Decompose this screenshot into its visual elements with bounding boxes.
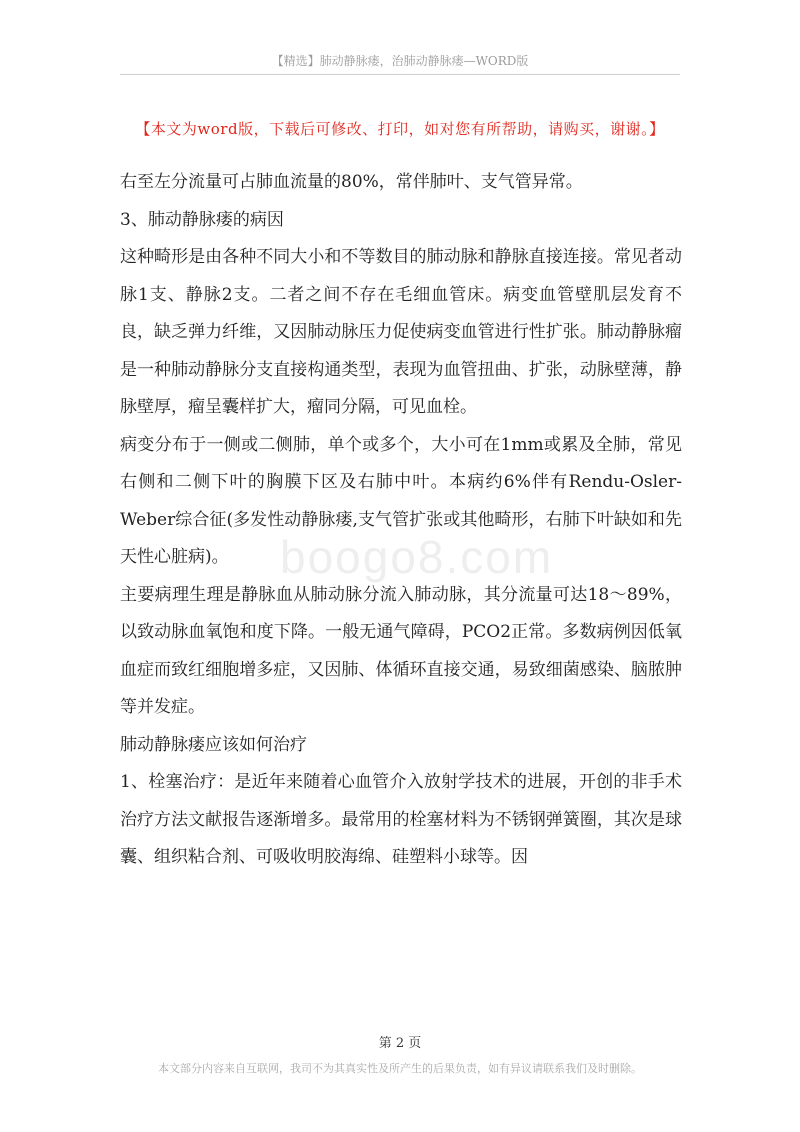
watermark: boogo8.com bbox=[280, 531, 554, 583]
paragraph: 这种畸形是由各种不同大小和不等数目的肺动脉和静脉直接连接。常见者动脉1支、静脉2支。二者之间不存在毛细血管床。病变血管壁肌层发育不良，缺乏弹力纤维，又因肺动脉压力促使病变血管进行性扩张。肺动静脉瘤是一种肺动静脉分支直接构通类型，表现为血管扭曲、扩张，动脉壁薄，静脉壁厚，瘤呈囊样扩大，瘤同分隔，可见血栓。 bbox=[120, 247, 682, 417]
paragraph: 病变分布于一侧或二侧肺，单个或多个，大小可在1mm或累及全肺，常见右侧和二侧下叶的胸膜下区及右肺中叶。本病约6%伴有Rendu-Osler-Weber综合征(多发性动静脉瘘,支气管扩张或其他畸形，右肺下叶缺如和先天性心脏病)。 bbox=[120, 434, 682, 567]
section-heading: 3、肺动静脉瘘的病因 bbox=[120, 209, 284, 230]
page-header: 【精选】肺动静脉瘘，治肺动静脉瘘—WORD版 bbox=[271, 54, 529, 68]
section-heading: 肺动静脉瘘应该如何治疗 bbox=[120, 734, 307, 755]
paragraph: 主要病理生理是静脉血从肺动脉分流入肺动脉，其分流量可达18～89%，以致动脉血氧饱和度下降。一般无通气障碍，PCO2正常。多数病例因低氧血症而致红细胞增多症，又因肺、体循环直接交通，易致细菌感染、脑脓肿等并发症。 bbox=[120, 584, 682, 717]
paragraph: 1、栓塞治疗：是近年来随着心血管介入放射学技术的进展，开创的非手术治疗方法文献报告逐渐增多。最常用的栓塞材料为不锈钢弹簧圈，其次是球囊、组织粘合剂、可吸收明胶海绵、硅塑料小球等。因 bbox=[120, 772, 682, 867]
paragraph: 右至左分流量可占肺血流量的80%，常伴肺叶、支气管异常。 bbox=[120, 172, 583, 192]
page-footer: 本文部分内容来自互联网，我司不为其真实性及所产生的后果负责，如有异议请联系我们及时删除。 bbox=[158, 1062, 642, 1075]
document-body bbox=[120, 164, 682, 877]
page-number: 第 2 页 bbox=[378, 1036, 422, 1051]
header-divider bbox=[120, 74, 680, 75]
download-notice: 【本文为word版，下载后可修改、打印，如对您有所帮助，请购买，谢谢。】 bbox=[135, 120, 665, 138]
